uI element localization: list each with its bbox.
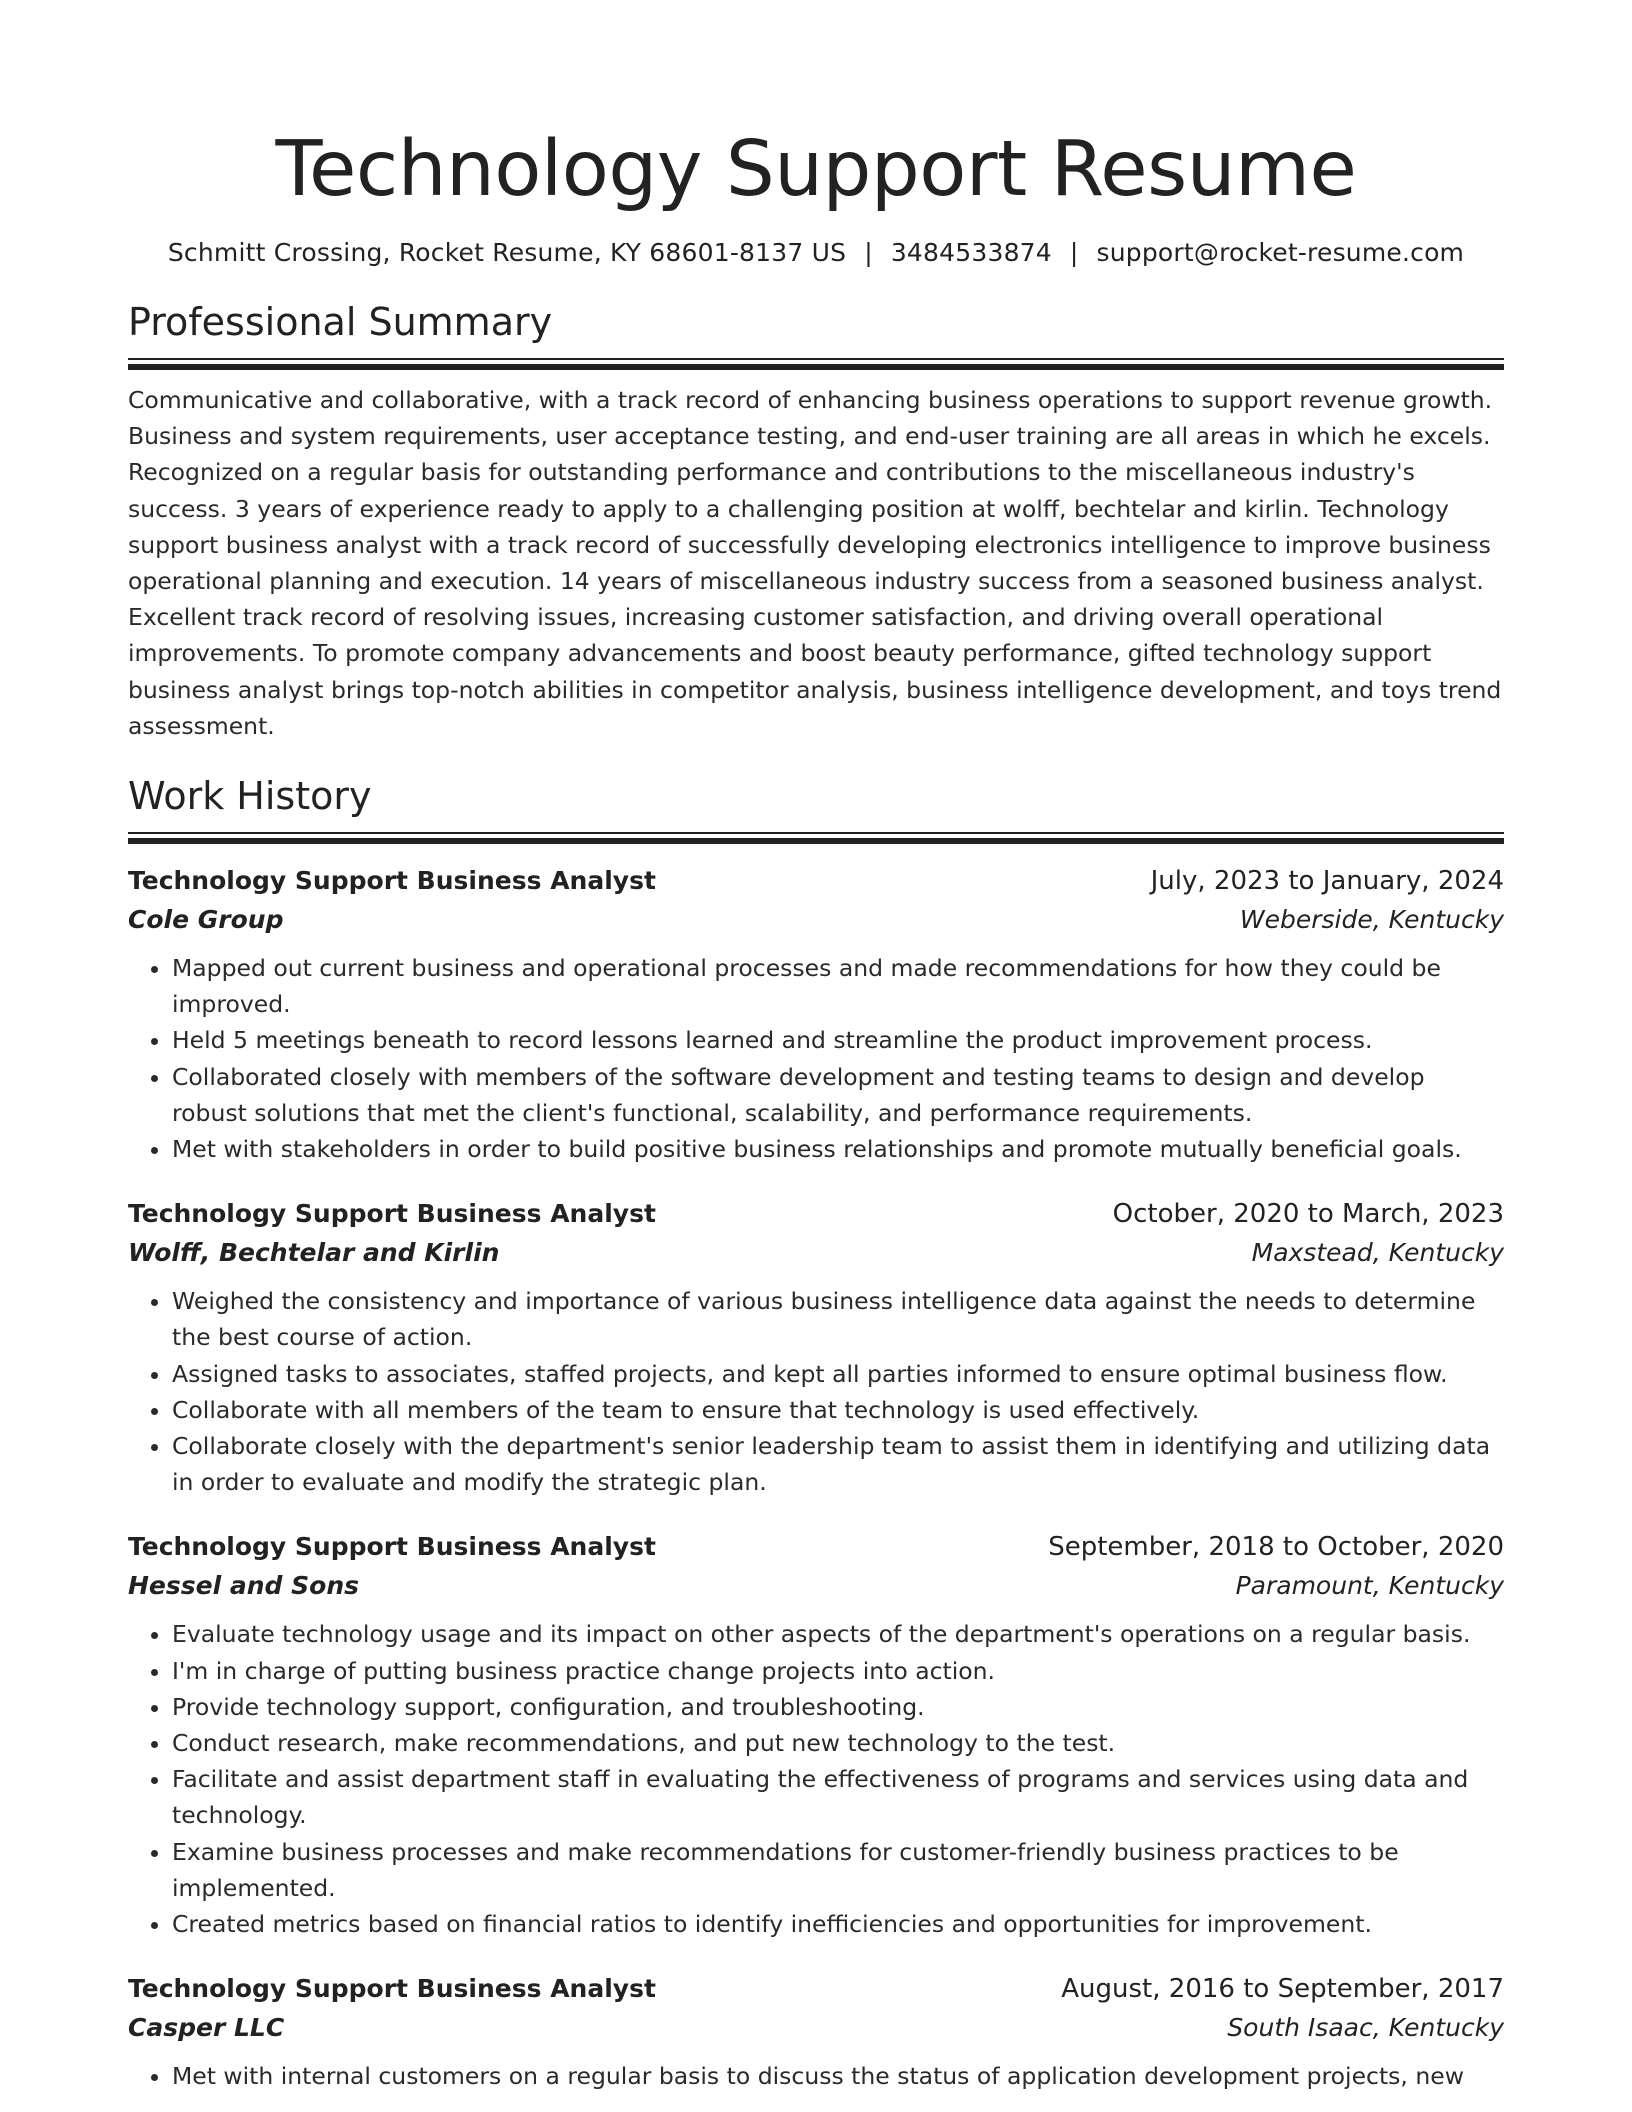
job-dates: September, 2018 to October, 2020 <box>1048 1532 1504 1563</box>
job-dates: July, 2023 to January, 2024 <box>1150 866 1504 897</box>
job-bullet: • Examine business processes and make recommendations for customer-friendly business practices to be implemented. <box>172 1834 1504 1906</box>
job-bullet: • Held 5 meetings beneath to record lessons learned and streamline the product improvement process. <box>172 1022 1504 1058</box>
job-bullet: • Created metrics based on financial ratios to identify inefficiencies and opportunities for improvement. <box>172 1906 1504 1942</box>
contact-phone: 3484533874 <box>890 238 1052 267</box>
job-company: Casper LLC <box>128 2013 285 2043</box>
job-company: Hessel and Sons <box>128 1571 359 1601</box>
job-entry <box>128 1970 1504 2094</box>
contact-separator: | <box>1069 238 1079 267</box>
job-entry <box>128 862 1504 1167</box>
contact-email[interactable]: support@rocket-resume.com <box>1096 238 1465 267</box>
contact-line <box>128 236 1504 270</box>
job-bullet: • Assigned tasks to associates, staffed projects, and kept all parties informed to ensure optimal business flow. <box>172 1356 1504 1392</box>
contact-address: Schmitt Crossing, Rocket Resume, KY 68601-8137 US <box>167 238 847 267</box>
contact-separator: | <box>864 238 873 267</box>
job-title: Technology Support Business Analyst <box>128 1199 656 1229</box>
job-bullet-list <box>128 1616 1504 1942</box>
section-divider <box>128 358 1504 370</box>
job-location: Weberside, Kentucky <box>1239 905 1504 935</box>
job-location: South Isaac, Kentucky <box>1227 2013 1504 2043</box>
job-entry <box>128 1528 1504 1942</box>
section-heading-work-history: Work History <box>128 774 372 819</box>
job-company: Wolff, Bechtelar and Kirlin <box>128 1238 500 1268</box>
job-bullet: • Met with stakeholders in order to build positive business relationships and promote mutually beneficial goals. <box>172 1131 1504 1167</box>
job-bullet-list <box>128 950 1504 1167</box>
resume-page <box>128 0 1504 2095</box>
section-heading-summary: Professional Summary <box>128 300 553 344</box>
job-dates: August, 2016 to September, 2017 <box>1061 1974 1504 2005</box>
job-bullet: • Collaborated closely with members of the software development and testing teams to design and develop robust solutions that met the client's functional, scalability, and performance requirements. <box>172 1059 1504 1131</box>
job-title: Technology Support Business Analyst <box>128 1532 656 1562</box>
job-bullet-list <box>128 2058 1504 2094</box>
section-divider <box>128 832 1504 844</box>
job-dates: October, 2020 to March, 2023 <box>1112 1199 1504 1230</box>
job-location: Paramount, Kentucky <box>1235 1571 1504 1601</box>
professional-summary-section <box>128 298 1504 744</box>
job-company: Cole Group <box>128 905 284 935</box>
job-title: Technology Support Business Analyst <box>128 866 656 896</box>
job-bullet-list <box>128 1283 1504 1500</box>
job-bullet: • Collaborate with all members of the team to ensure that technology is used effectively. <box>172 1392 1504 1428</box>
job-bullet: • Provide technology support, configuration, and troubleshooting. <box>172 1689 1504 1725</box>
summary-text: Communicative and collaborative, with a track record of enhancing business operations to support revenue growth. Business and system requirements, user acceptance testing, and end-user training are all areas in which he excels. Recognized on a regular basis for outstanding performance and contributions to the miscellaneous industry's success. 3 years of experience ready to apply to a challenging position at wolff, bechtelar and kirlin. Technology support business analyst with a track record of successfully developing electronics intelligence to improve business operational planning and execution. 14 years of miscellaneous industry success from a seasoned business analyst. Excellent track record of resolving issues, increasing customer satisfaction, and driving overall operational improvements. To promote company advancements and boost beauty performance, gifted technology support business analyst brings top-notch abilities in competitor analysis, business intelligence development, and toys trend assessment. <box>128 386 1502 740</box>
job-title: Technology Support Business Analyst <box>128 1974 656 2004</box>
job-location: Maxstead, Kentucky <box>1251 1238 1504 1268</box>
job-bullet: • Mapped out current business and operational processes and made recommendations for how they could be improved. <box>172 950 1504 1022</box>
job-bullet: • Facilitate and assist department staff in evaluating the effectiveness of programs and services using data and technology. <box>172 1761 1504 1833</box>
work-history-section <box>128 772 1504 2094</box>
job-bullet: • Met with internal customers on a regular basis to discuss the status of application development projects, new <box>172 2058 1504 2094</box>
job-bullet: • I'm in charge of putting business practice change projects into action. <box>172 1653 1504 1689</box>
job-bullet: • Collaborate closely with the department's senior leadership team to assist them in identifying and utilizing data in order to evaluate and modify the strategic plan. <box>172 1428 1504 1500</box>
job-entry <box>128 1195 1504 1500</box>
job-bullet: • Conduct research, make recommendations, and put new technology to the test. <box>172 1725 1504 1761</box>
job-bullet: • Weighed the consistency and importance of various business intelligence data against the needs to determine the best course of action. <box>172 1283 1504 1355</box>
resume-title: Technology Support Resume <box>275 125 1357 214</box>
job-bullet: • Evaluate technology usage and its impact on other aspects of the department's operations on a regular basis. <box>172 1616 1504 1652</box>
